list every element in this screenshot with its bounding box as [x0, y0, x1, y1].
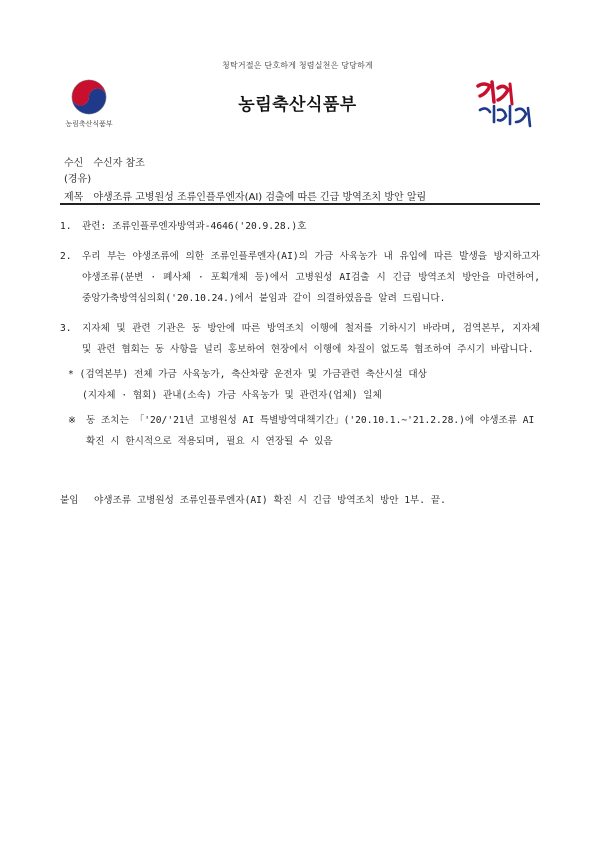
subject-label: 제목	[64, 192, 84, 203]
document-body	[60, 216, 540, 452]
paragraph-number: 3.	[60, 323, 72, 334]
paragraph-2	[60, 246, 540, 309]
paragraph-number: 2.	[60, 251, 72, 262]
star-note-line-1: * (검역본부) 전체 가금 사육농가, 축산차량 운전자 및 가금관련 축산시설 대상	[68, 369, 427, 380]
paragraph-number: 1.	[60, 221, 72, 232]
star-note-line-2: (지자체 · 협회) 관내(소속) 가금 사육농가 및 관련자(업체) 일체	[82, 390, 382, 401]
ministry-title: 농림축산식품부	[238, 95, 357, 115]
recipient-line	[64, 154, 145, 169]
header-divider	[60, 203, 540, 205]
calligraphy-icon	[470, 76, 540, 132]
logo-text: 농림축산식품부	[65, 120, 113, 128]
subject-line	[64, 188, 426, 203]
reference-note	[68, 410, 540, 452]
paragraph-text: 우리 부는 야생조류에 의한 조류인플루엔자(AI)의 가금 사육농가 내 유입에 따른 발생을 방지하고자 야생조류(분변 · 폐사체 · 포획개체 등)에서 고병원성 AI검출 시 긴급 방역조치 방안을 마련하여, 중앙가축방역심의회('20.10.24.)에서 붙임과 같이 의결하였음을 알려 드립니다.	[82, 251, 540, 304]
reference-mark: ※	[68, 415, 77, 426]
paragraph-3	[60, 318, 540, 360]
via-line: (경유)	[64, 174, 92, 185]
attachment-text: 야생조류 고병원성 조류인플루엔자(AI) 확진 시 긴급 방역조치 방안 1부. 끝.	[94, 495, 446, 506]
paragraph-text: 지자체 및 관련 기관은 동 방안에 따른 방역조치 이행에 철저를 기하시기 바라며, 검역본부, 지자체 및 관련 협회는 동 사항을 널리 홍보하여 현장에서 이행에 차질이 없도록 협조하여 주시기 바랍니다.	[82, 323, 540, 355]
paragraph-1	[60, 216, 540, 237]
slogan: 청탁거절은 단호하게 청렴실천은 당당하게	[222, 61, 373, 70]
subject-value: 야생조류 고병원성 조류인플루엔자(AI) 검출에 따른 긴급 방역조치 방안 알림	[93, 192, 427, 203]
attachment-line	[60, 492, 540, 506]
recipient-value: 수신자 참조	[93, 158, 145, 169]
paragraph-text: 관련: 조류인플루엔자방역과-4646('20.9.28.)호	[82, 221, 307, 232]
recipient-label: 수신	[64, 158, 84, 169]
attachment-label: 붙임	[60, 495, 79, 506]
brand-slogan-image	[470, 76, 540, 132]
reference-text: 동 조치는 「'20/'21년 고병원성 AI 특별방역대책기간」('20.10.1.~'21.2.28.)에 야생조류 AI 확진 시 한시적으로 적용되며, 필요 시 연장될 수 있음	[86, 415, 535, 447]
